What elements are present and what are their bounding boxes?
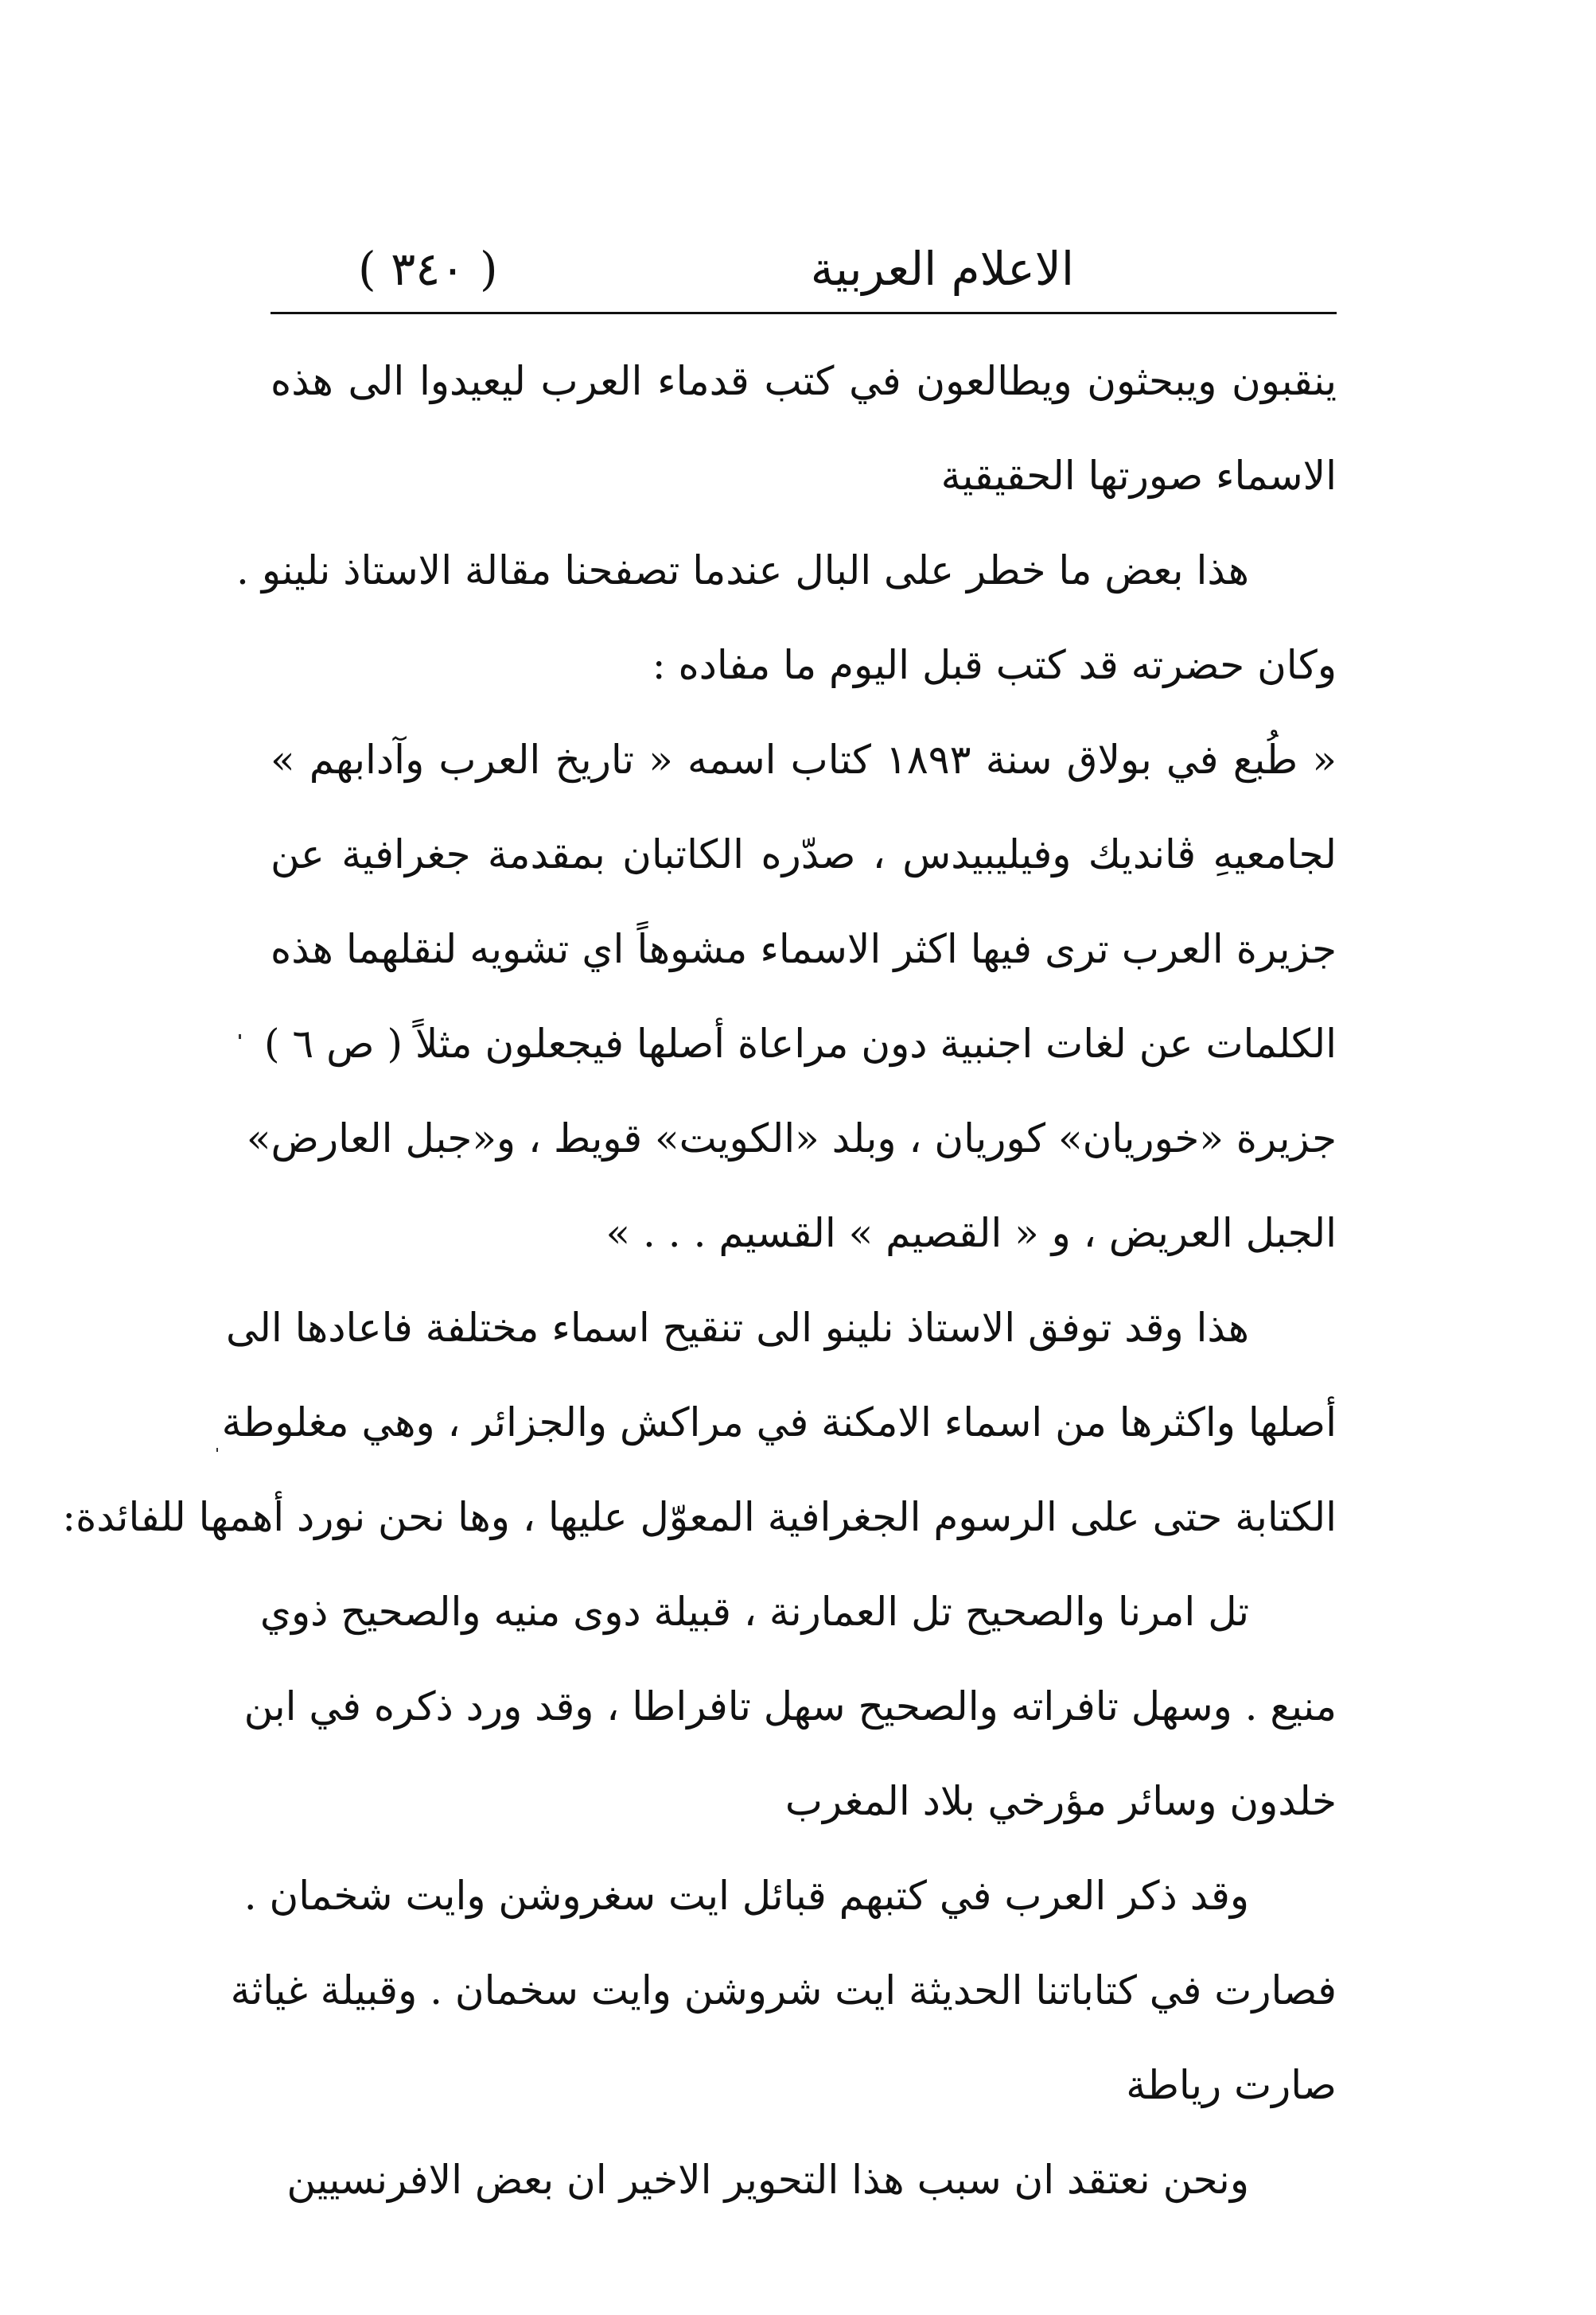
text-line: صارت رياطة [1126, 2062, 1337, 2108]
page-header [271, 231, 1337, 318]
text-line: تل امرنا والصحيح تل العمارنة ، قبيلة دوى منيه والصحيح ذوي [259, 1589, 1249, 1635]
text-line: وكان حضرته قد كتب قبل اليوم ما مفاده : [652, 642, 1337, 688]
text-line: وقد ذكر العرب في كتبهم قبائل ايت سغروشن وايت شخمان . [243, 1873, 1249, 1919]
text-line: « طُبع في بولاق سنة ١٨٩٣ كتاب اسمه « تاريخ العرب وآدابهم » [271, 737, 1337, 783]
text-line: الكلمات عن لغات اجنبية دون مراعاة أصلها فيجعلون مثلاً ( ص ٦ ) [263, 1021, 1337, 1067]
header-rule [271, 312, 1337, 314]
text-line: خلدون وسائر مؤرخي بلاد المغرب [784, 1778, 1337, 1824]
text-line: فصارت في كتاباتنا الحديثة ايت شروشن وايت سخمان . وقبيلة غياثة [230, 1967, 1337, 2013]
text-line: جزيرة العرب ترى فيها اكثر الاسماء مشوهاً اي تشويه لنقلهما هذه [271, 926, 1337, 972]
text-line: هذا وقد توفق الاستاذ نلينو الى تنقيح اسماء مختلفة فاعادها الى [225, 1305, 1249, 1351]
text-line: ينقبون ويبحثون ويطالعون في كتب قدماء العرب ليعيدوا الى هذه [271, 358, 1337, 404]
body-text [62, 334, 1337, 2227]
running-title: الاعلام العربية [810, 242, 1074, 296]
scan-speck [216, 1448, 218, 1452]
text-line: هذا بعض ما خطر على البال عندما تصفحنا مقالة الاستاذ نلينو . [236, 547, 1249, 593]
text-line: الجبل العريض ، و « القصيم » القسيم . . . » [605, 1210, 1337, 1256]
text-line: ونحن نعتقد ان سبب هذا التحوير الاخير ان بعض الافرنسيين [286, 2157, 1249, 2203]
text-line: الكتابة حتى على الرسوم الجغرافية المعوّل عليها ، وها نحن نورد أهمها للفائدة: [62, 1494, 1337, 1540]
scan-speck [239, 1034, 241, 1039]
text-line: منيع . وسهل تافراته والصحيح سهل تافراطا ، وقد ورد ذكره في ابن [243, 1683, 1337, 1729]
page-number: ( ٣٤٠ ) [358, 242, 498, 296]
text-line: لجامعيهِ ڤانديك وفيليبيدس ، صدّره الكاتبان بمقدمة جغرافية عن [271, 831, 1337, 877]
text-line: الاسماء صورتها الحقيقية [940, 453, 1337, 499]
text-line: أصلها واكثرها من اسماء الامكنة في مراكش والجزائر ، وهي مغلوطة [221, 1399, 1337, 1445]
text-line: جزيرة «خوريان» كوريان ، وبلد «الكويت» قويط ، و«جبل العارض» [246, 1115, 1337, 1161]
